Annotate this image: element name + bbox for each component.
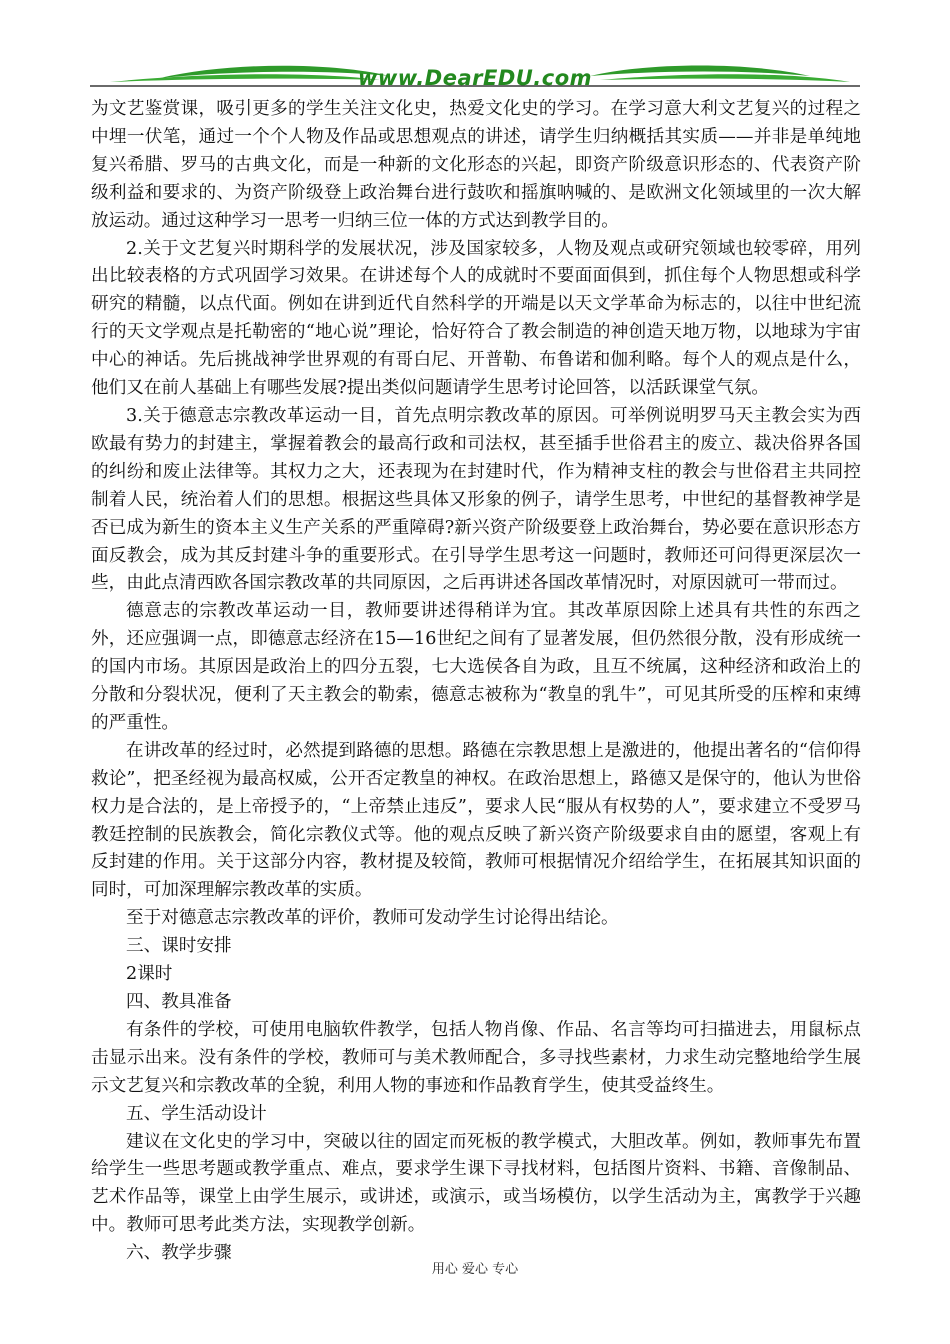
document-body xyxy=(91,96,861,1268)
paragraph-evaluation: 至于对德意志宗教改革的评价，教师可发动学生讨论得出结论。 xyxy=(126,908,619,929)
paragraph-activities: 建议在文化史的学习中，突破以往的固定而死板的教学模式，大胆改革。例如，教师事先布置给学生一些思考题或教学重点、难点，要求学生课下寻找材料，包括图片资料、书籍、音像制品、艺术作品等，课堂上由学生展示，或讲述，或演示，或当场模仿，以学生活动为主，寓教学于兴趣中。教师可思考此类方法，实现教学创新。 xyxy=(91,1131,861,1236)
paragraph-intro-continued: 为文艺鉴赏课，吸引更多的学生关注文化史，热爱文化史的学习。在学习意大利文艺复兴的过程之中埋一伏笔，通过一个个人物及作品或思想观点的讲述，请学生归纳概括其实质——并非是单纯地复兴希腊、罗马的古典文化，而是一种新的文化形态的兴起，即资产阶级意识形态的、代表资产阶级利益和要求的、为资产阶级登上政治舞台进行鼓吹和摇旗呐喊的、是欧洲文化领域里的一次大解放运动。通过这种学习一思考一归纳三位一体的方式达到教学目的。 xyxy=(91,99,861,231)
paragraph-materials: 有条件的学校，可使用电脑软件教学，包括人物肖像、作品、名言等均可扫描进去，用鼠标点击显示出来。没有条件的学校，教师可与美术教师配合，多寻找些素材，力求生动完整地给学生展示文艺复兴和宗教改革的全貌，利用人物的事迹和作品教育学生，使其受益终生。 xyxy=(91,1019,861,1096)
section-heading-schedule: 三、课时安排 xyxy=(126,936,232,957)
page-footer: 用心 爱心 专心 xyxy=(431,1262,519,1277)
schedule-value: 2课时 xyxy=(126,964,173,985)
paragraph-luther: 在讲改革的经过时，必然提到路德的思想。路德在宗教思想上是激进的，他提出著名的“信仰得救论”，把圣经视为最高权威，公开否定教皇的神权。在政治思想上，路德又是保守的，他认为世俗权力是合法的，是上帝授予的，“上帝禁止违反”，要求人民“服从有权势的人”，要求建立不受罗马教廷控制的民族教会，简化宗教仪式等。他的观点反映了新兴资产阶级要求自由的愿望，客观上有反封建的作用。关于这部分内容，教材提及较简，教师可根据情况介绍给学生，在拓展其知识面的同时，可加深理解宗教改革的实质。 xyxy=(91,740,861,901)
site-logo: www.DearEDU.com xyxy=(357,66,593,90)
page-header xyxy=(90,56,860,96)
section-heading-materials: 四、教具准备 xyxy=(126,992,232,1012)
paragraph-science: 2.关于文艺复兴时期科学的发展状况，涉及国家较多，人物及观点或研究领域也较零碎，用列出比较表格的方式巩固学习效果。在讲述每个人的成就时不要面面俱到，抓住每个人物思想或科学研究的精髓，以点代面。例如在讲到近代自然科学的开端是以天文学革命为标志的，以往中世纪流行的天文学观点是托勒密的“地心说”理论，恰好符合了教会制造的神创造天地万物，以地球为宇宙中心的神话。先后挑战神学世界观的有哥白尼、开普勒、布鲁诺和伽利略。每个人的观点是什么，他们又在前人基础上有哪些发展?提出类似问题请学生思考讨论回答，以活跃课堂气氛。 xyxy=(91,238,861,399)
paragraph-german-reformation: 德意志的宗教改革运动一目，教师要讲述得稍详为宜。其改革原因除上述具有共性的东西之外，还应强调一点，即德意志经济在15—16世纪之间有了显著发展，但仍然很分散，没有形成统一的国内市场。其原因是政治上的四分五裂，七大选侯各自为政，且互不统属，这种经济和政治上的分散和分裂状况，便利了天主教会的勒索，德意志被称为“教皇的乳牛”，可见其所受的压榨和束缚的严重性。 xyxy=(91,601,861,733)
section-heading-activities: 五、学生活动设计 xyxy=(126,1103,267,1124)
section-heading-steps: 六、教学步骤 xyxy=(126,1243,232,1264)
paragraph-reformation-causes: 3.关于德意志宗教改革运动一目，首先点明宗教改革的原因。可举例说明罗马天主教会实为西欧最有势力的封建主，掌握着教会的最高行政和司法权，甚至插手世俗君主的废立、裁决俗界各国的纠纷和废止法律等。其权力之大，还表现为在封建时代，作为精神支柱的教会与世俗君主共同控制着人民，统治着人们的思想。根据这些具体又形象的例子，请学生思考，中世纪的基督教神学是否已成为新生的资本主义生产关系的严重障碍?新兴资产阶级要登上政治舞台，势必要在意识形态方面反教会，成为其反封建斗争的重要形式。在引导学生思考这一问题时，教师还可问得更深层次一些，由此点清西欧各国宗教改革的共同原因，之后再讲述各国改革情况时，对原因就可一带而过。 xyxy=(91,405,861,594)
